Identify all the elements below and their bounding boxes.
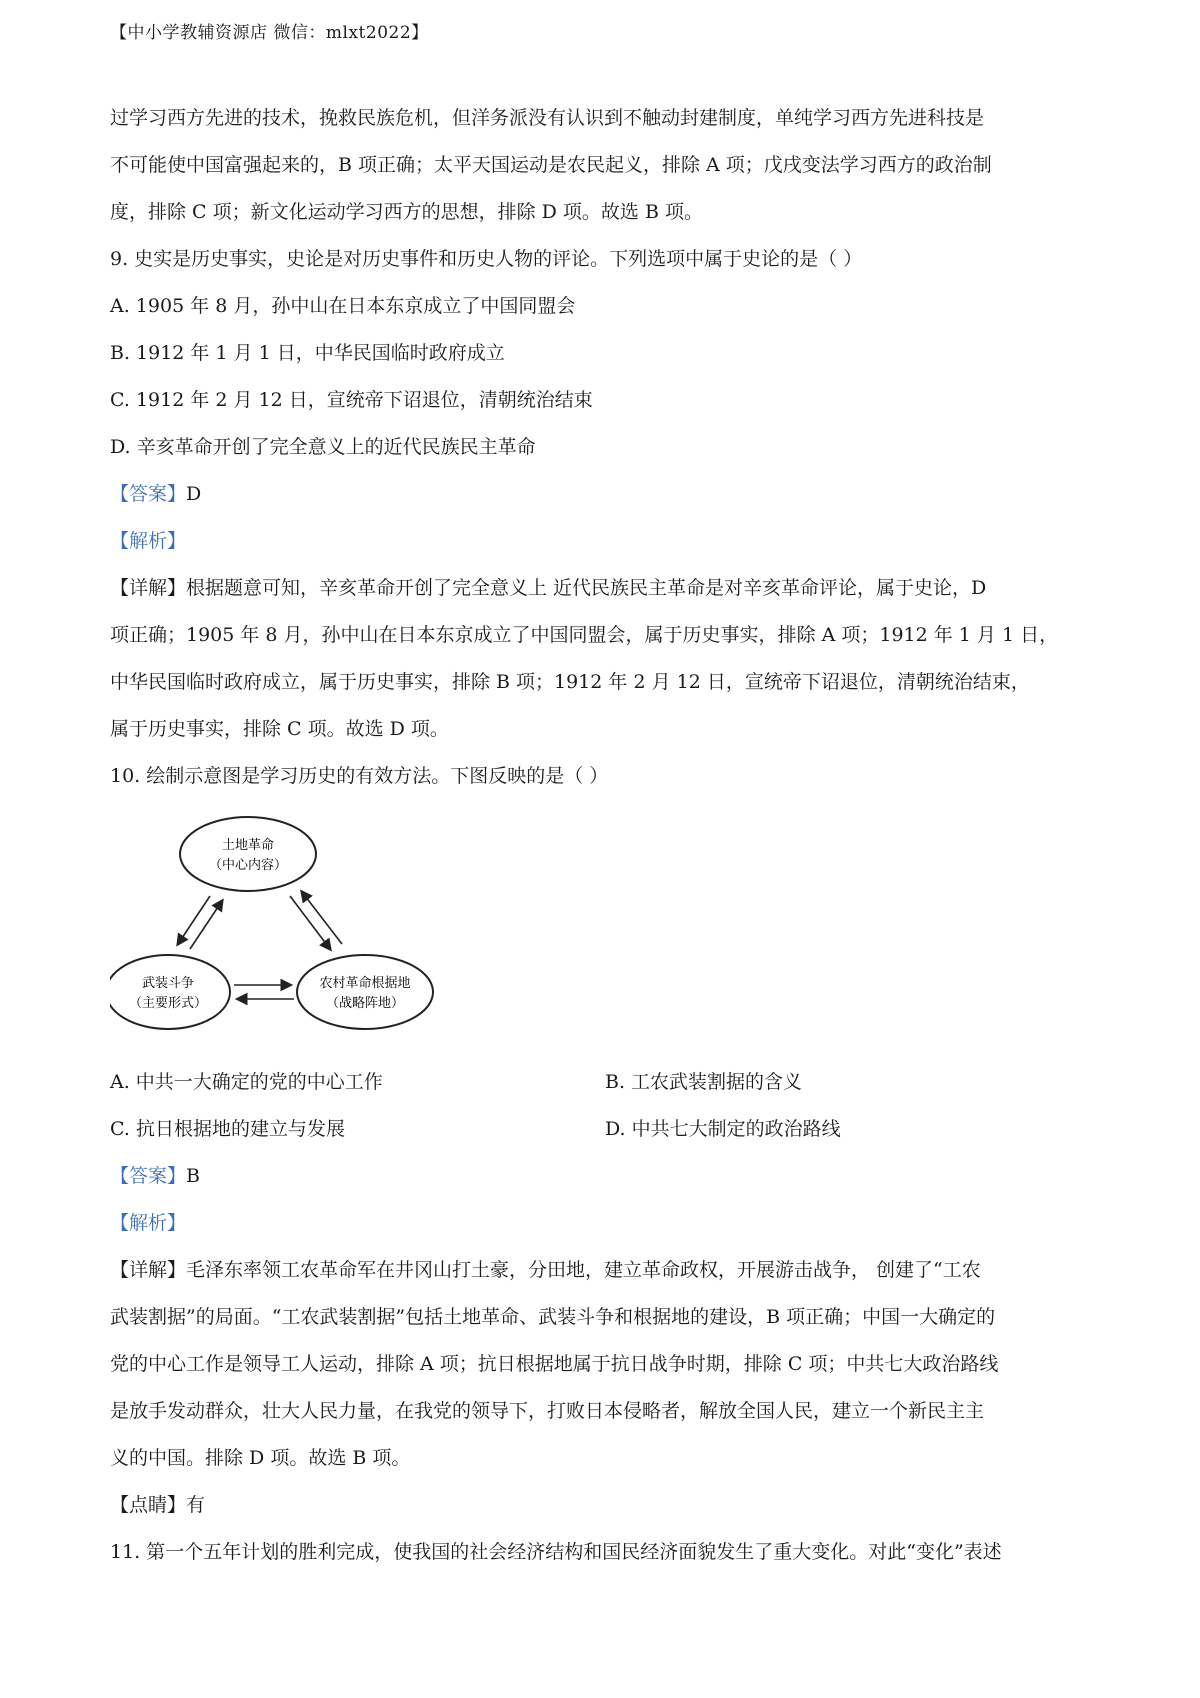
q10-option-c: C. 抗日根据地的建立与发展 bbox=[110, 1118, 345, 1140]
top-node-title: 土地革命 bbox=[221, 838, 275, 853]
q9-answer bbox=[110, 471, 1100, 518]
arrow-top-to-right bbox=[290, 896, 330, 949]
q8-explanation-line: 不可能使中国富强起来的，B 项正确；太平天国运动是农民起义，排除 A 项；戊戌变法学习西方的政治制 bbox=[110, 154, 992, 176]
arrow-top-to-left bbox=[178, 896, 210, 944]
q11-stem: 11. 第一个五年计划的胜利完成，使我国的社会经济结构和国民经济面貌发生了重大变化。对此“变化”表述 bbox=[110, 1541, 1002, 1563]
left-node-title: 武装斗争 bbox=[141, 976, 195, 991]
answer-value: D bbox=[186, 483, 202, 505]
document-body bbox=[110, 95, 1100, 1576]
q9-stem: 9. 史实是历史事实，史论是对历史事件和历史人物的评论。下列选项中属于史论的是（ ） bbox=[110, 248, 863, 270]
q10-detail-line: 义的中国。排除 D 项。故选 B 项。 bbox=[110, 1447, 411, 1469]
arrow-right-to-top bbox=[302, 892, 342, 944]
q10-detail-line: 党的中心工作是领导工人运动，排除 A 项；抗日根据地属于抗日战争时期，排除 C 项；中共七大政治路线 bbox=[110, 1353, 999, 1375]
arrow-left-to-top bbox=[190, 901, 222, 949]
tip-text: 有 bbox=[186, 1494, 206, 1516]
watermark-header: 【中小学教辅资源店 微信：mlxt2022】 bbox=[110, 23, 429, 43]
q10-option-b: B. 工农武装割据的含义 bbox=[605, 1071, 803, 1093]
q10-tip bbox=[110, 1482, 1100, 1529]
diagram-svg bbox=[110, 804, 530, 1054]
q10-options-row-1 bbox=[110, 1059, 1100, 1106]
q9-option-a: A. 1905 年 8 月，孙中山在日本东京成立了中国同盟会 bbox=[110, 295, 576, 317]
q8-explanation-line: 度，排除 C 项；新文化运动学习西方的思想，排除 D 项。故选 B 项。 bbox=[110, 201, 703, 223]
detail-text: 根据题意可知，辛亥革命开创了完全意义上 近代民族民主革命是对辛亥革命评论，属于史论，D bbox=[186, 577, 987, 599]
detail-text: 毛泽东率领工农革命军在井冈山打土豪，分田地，建立革命政权，开展游击战争， 创建了“工农 bbox=[186, 1259, 981, 1281]
q10-detail-line: 武装割据”的局面。“工农武装割据”包括土地革命、武装斗争和根据地的建设，B 项正确；中国一大确定的 bbox=[110, 1306, 996, 1328]
q9-detail-line: 属于历史事实，排除 C 项。故选 D 项。 bbox=[110, 718, 449, 740]
q9-detail-line: 中华民国临时政府成立，属于历史事实，排除 B 项；1912 年 2 月 12 日，宣统帝下诏退位，清朝统治结束， bbox=[110, 671, 1030, 693]
q10-options-row-2 bbox=[110, 1106, 1100, 1153]
detail-label: 【详解】 bbox=[110, 1259, 187, 1281]
top-ellipse bbox=[180, 817, 316, 891]
q9-detail-line bbox=[110, 565, 1100, 612]
answer-value: B bbox=[186, 1165, 200, 1187]
q10-detail-line: 是放手发动群众，壮大人民力量，在我党的领导下，打败日本侵略者，解放全国人民，建立一个新民主主 bbox=[110, 1400, 985, 1422]
q10-option-a: A. 中共一大确定的党的中心工作 bbox=[110, 1071, 383, 1093]
q9-option-d: D. 辛亥革命开创了完全意义上的近代民族民主革命 bbox=[110, 436, 536, 458]
q9-option-c: C. 1912 年 2 月 12 日，宣统帝下诏退位，清朝统治结束 bbox=[110, 389, 593, 411]
tip-label: 【点睛】 bbox=[110, 1494, 187, 1516]
answer-label: 【答案】 bbox=[110, 1165, 187, 1187]
left-ellipse bbox=[110, 955, 230, 1029]
top-node-subtitle: （中心内容） bbox=[208, 858, 288, 873]
q9-option-b: B. 1912 年 1 月 1 日，中华民国临时政府成立 bbox=[110, 342, 505, 364]
q9-detail-line: 项正确；1905 年 8 月，孙中山在日本东京成立了中国同盟会，属于历史事实，排除 A 项；1912 年 1 月 1 日， bbox=[110, 624, 1059, 646]
right-node-subtitle: （战略阵地） bbox=[325, 996, 405, 1011]
q8-explanation-line: 过学习西方先进的技术，挽救民族危机，但洋务派没有认识到不触动封建制度，单纯学习西方先进科技是 bbox=[110, 107, 985, 129]
left-node-subtitle: （主要形式） bbox=[128, 996, 208, 1011]
q10-detail-line bbox=[110, 1247, 1100, 1294]
q10-answer bbox=[110, 1153, 1100, 1200]
q9-analysis-label: 【解析】 bbox=[110, 530, 187, 552]
right-node-title: 农村革命根据地 bbox=[319, 976, 411, 991]
detail-label: 【详解】 bbox=[110, 577, 187, 599]
q10-option-d: D. 中共七大制定的政治路线 bbox=[605, 1118, 841, 1140]
q10-diagram bbox=[110, 804, 1100, 1059]
answer-label: 【答案】 bbox=[110, 483, 187, 505]
q10-analysis-label: 【解析】 bbox=[110, 1212, 187, 1234]
q10-stem: 10. 绘制示意图是学习历史的有效方法。下图反映的是（ ） bbox=[110, 765, 609, 787]
right-ellipse bbox=[297, 955, 433, 1029]
